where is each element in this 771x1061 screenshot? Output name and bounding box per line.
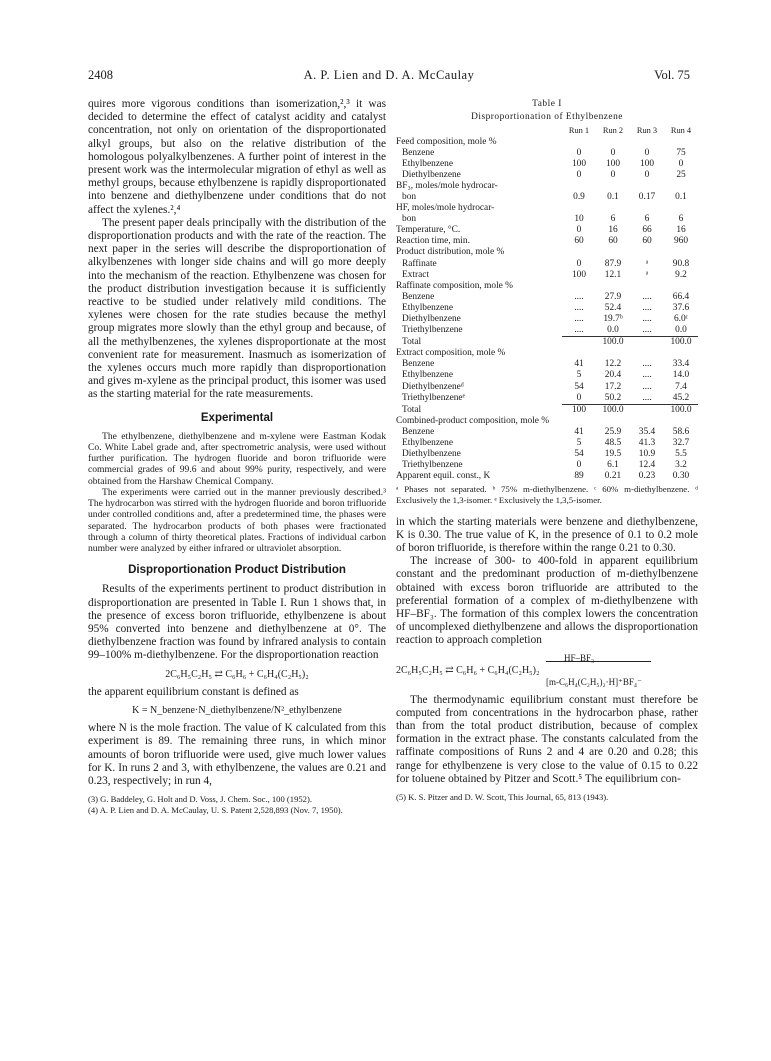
table-row (396, 270, 698, 281)
row-label: Feed composition, mole % (396, 136, 497, 147)
table-cell: .... (642, 359, 652, 370)
table-cell: ᵃ (645, 258, 649, 269)
table-row (396, 259, 698, 270)
table-cell: 32.7 (672, 438, 690, 449)
table-cell (664, 181, 698, 192)
table-cell: 90.8 (672, 258, 690, 269)
table-notes: ᵃ Phases not separated. ᵇ 75% m-diethylbenzene. ᶜ 60% m-diethylbenzene. ᵈ Exclusively the 1,3-isomer. ᵉ Exclusively the 1,3,5-isomer. (396, 484, 698, 505)
table-cell: 0 (644, 169, 650, 180)
table-row (396, 159, 698, 170)
column-header: Run 4 (670, 126, 692, 136)
table-cell: 19.7ᵇ (603, 314, 623, 324)
table-cell (664, 416, 698, 427)
table-cell (562, 137, 596, 148)
table-cell: 25.9 (604, 426, 622, 437)
table-row (396, 427, 698, 438)
table-cell: 60 (608, 236, 618, 247)
table-cell: 7.4 (675, 381, 687, 392)
row-label: Diethylbenzene (402, 314, 461, 324)
volume-label: Vol. 75 (654, 68, 690, 82)
footnote: (4) A. P. Lien and D. A. McCaulay, U. S. Patent 2,528,893 (Nov. 7, 1950). (88, 804, 343, 815)
table-cell: 100 (639, 158, 655, 169)
row-label: Extract (402, 269, 430, 280)
section-heading-product-distribution: Disproportionation Product Distribution (128, 564, 346, 577)
table-header-row (396, 125, 698, 136)
row-label: Raffinate (402, 258, 437, 269)
table-cell: 87.9 (604, 258, 622, 269)
table-row (396, 449, 698, 460)
table-cell: 66.4 (672, 291, 690, 302)
row-label: Diethylbenzene (402, 169, 461, 180)
table-cell: 54 (574, 381, 584, 392)
table-row (396, 303, 698, 314)
table-cell: 41 (574, 359, 584, 370)
table-cell: 6 (644, 214, 650, 225)
equation-constant: K = N_benzene·N_diethylbenzene/N²_ethylbenzene (132, 704, 342, 716)
table-cell: .... (642, 325, 652, 336)
paragraph: The ethylbenzene, diethylbenzene and m-xylene were Eastman Kodak Co. White Label grade and, after spectrometric analysis, were used without further purification. The hydrogen fluoride and boron trifluoride were commercial grades of 99.6 and about 99% purity, respectively, and were obtained from the Harshaw Chemical Company. (88, 430, 386, 487)
table-cell: .... (642, 302, 652, 313)
running-authors: A. P. Lien and D. A. McCaulay (303, 68, 475, 82)
table-cell: 100 (562, 404, 596, 416)
table-row (396, 192, 698, 203)
row-label: Diethylbenzene (402, 449, 461, 460)
table-cell: 33.4 (672, 359, 690, 370)
row-label: Raffinate composition, mole % (396, 280, 513, 291)
table-cell (562, 348, 596, 359)
table-cell: 5 (576, 370, 582, 381)
table-cell (596, 181, 630, 192)
table-cell: 0.1 (675, 191, 687, 202)
table-cell (630, 247, 664, 258)
table-cell: 0.1 (607, 191, 619, 202)
table-cell (630, 337, 664, 349)
table-cell: 0.0 (675, 325, 687, 336)
table-cell: 10.9 (638, 449, 656, 460)
row-label: Total (402, 404, 422, 415)
table-cell: 0 (576, 169, 582, 180)
row-label: Triethylbenzene (402, 460, 463, 471)
table-cell: 0 (576, 392, 582, 403)
table-cell: 10 (574, 214, 584, 225)
table-cell (630, 181, 664, 192)
page-header (88, 68, 690, 84)
table-row (396, 314, 698, 325)
table-cell: 0 (576, 225, 582, 236)
table-row (396, 370, 698, 381)
table-cell (664, 281, 698, 292)
row-label: Triethylbenzeneᵉ (402, 392, 465, 403)
row-label: Ethylbenzene (402, 158, 454, 169)
table-cell: 45.2 (672, 392, 690, 403)
table-cell: 100 (571, 269, 587, 280)
table-cell: 17.2 (604, 381, 622, 392)
reaction-arrow (546, 661, 651, 662)
table-cell: 6 (678, 214, 684, 225)
row-label: Combined-product composition, mole % (396, 415, 550, 426)
table-row (396, 181, 698, 192)
table-cell: ᵃ (645, 269, 649, 280)
table-row (396, 438, 698, 449)
table-cell: 75 (676, 147, 686, 158)
table-cell: 0 (610, 169, 616, 180)
paragraph: where N is the mole fraction. The value of K calculated from this experiment is 89. The remaining three runs, in which minor amounts of boron trifluoride were used, give much lower values for K. In runs 2 and 3, with ethylbenzene, the values are 0.21 and 0.23, respectively; in run 4, (88, 722, 386, 787)
table-cell: 16 (608, 225, 618, 236)
row-label: Reaction time, min. (396, 236, 470, 247)
table-cell (562, 337, 596, 349)
footnote: (5) K. S. Pitzer and D. W. Scott, This Journal, 65, 813 (1943). (396, 792, 609, 803)
paragraph: in which the starting materials were benzene and diethylbenzene, K is 0.30. The true value of K, in the presence of 0.1 to 0.2 mole of boron trifluoride, is therefore within the range 0.21 to 0.30. (396, 515, 698, 554)
left-column (88, 98, 386, 815)
table-cell: 58.6 (672, 426, 690, 437)
table-subtitle: Disproportionation of Ethylbenzene (471, 112, 623, 123)
row-label: Product distribution, mole % (396, 247, 505, 258)
row-label: Benzene (402, 359, 435, 370)
table-cell (630, 137, 664, 148)
table-cell: 37.6 (672, 302, 690, 313)
table-cell (664, 348, 698, 359)
table-cell: 12.1 (604, 269, 622, 280)
row-label: Ethylbenzene (402, 438, 454, 449)
table-row (396, 382, 698, 393)
right-column (396, 98, 698, 802)
row-label: Total (402, 336, 422, 347)
table-row (396, 292, 698, 303)
table-row (396, 148, 698, 159)
table-cell: 0 (644, 147, 650, 158)
table-cell (562, 181, 596, 192)
page-number: 2408 (88, 68, 113, 82)
table-cell: 66 (642, 225, 652, 236)
table-cell (596, 416, 630, 427)
row-label: Ethylbenzene (402, 370, 454, 381)
table-cell (664, 203, 698, 214)
row-label: BF₃, moles/mole hydrocar- (396, 180, 498, 191)
table-cell (630, 416, 664, 427)
complex-label: [m-C₆H₄(C₂H₅)₂·H]⁺BF₄⁻ (546, 676, 642, 687)
table-cell: 12.4 (638, 460, 656, 471)
paragraph: The increase of 300- to 400-fold in apparent equilibrium constant and the predominant production of m-diethylbenzene obtained with excess boron trifluoride are attributed to the preferential formation of a complex of m-diethylbenzene with HF–BF₃. The formation of this complex lowers the concentration of uncomplexed diethylbenzene and allows the disproportionation reaction to approach completion (396, 555, 698, 647)
equation-complex (396, 652, 698, 688)
row-label: Temperature, °C. (396, 225, 461, 236)
table-cell: 9.2 (675, 269, 687, 280)
table-cell (630, 404, 664, 416)
table-cell (596, 203, 630, 214)
table-cell: 5 (576, 438, 582, 449)
table-row (396, 325, 698, 337)
row-label: Diethylbenzeneᵈ (402, 381, 464, 392)
table-cell: .... (574, 314, 584, 324)
table-cell: 25 (676, 169, 686, 180)
table-cell: 6.1 (607, 460, 619, 471)
row-label: Benzene (402, 291, 435, 302)
table-cell: .... (574, 325, 584, 336)
table-row (396, 247, 698, 258)
row-label: Apparent equil. const., K (396, 471, 491, 482)
table-cell: 48.5 (604, 438, 622, 449)
row-label: HF, moles/mole hydrocar- (396, 203, 495, 214)
table-cell (596, 281, 630, 292)
table-cell: 0.9 (573, 191, 585, 202)
table-cell (562, 247, 596, 258)
table-cell: .... (642, 381, 652, 392)
paragraph: The thermodynamic equilibrium constant must therefore be computed from concentrations in the hydrocarbon phase, rather than from the total product distribution, because of complex formation in the extract phase. The constants calculated from the raffinate compositions of Runs 2 and 4 are 0.20 and 0.28; this range for ethylbenzene is very close to the value of 0.15 to 0.22 for toluene obtained by Pitzer and Scott.⁵ The equilibrium con- (396, 693, 698, 785)
table-cell (664, 137, 698, 148)
table-cell (596, 348, 630, 359)
table-cell: 0 (576, 460, 582, 471)
table-cell: 20.4 (604, 370, 622, 381)
table-cell: 0 (576, 147, 582, 158)
table-row (396, 214, 698, 225)
table-row (396, 348, 698, 359)
table-disproportionation (396, 125, 698, 482)
catalyst-label: HF–BF₃ (564, 652, 595, 663)
table-cell: .... (642, 314, 652, 324)
table-row (396, 137, 698, 148)
column-header: Run 3 (636, 126, 658, 136)
table-cell: 100 (571, 158, 587, 169)
row-label: bon (402, 214, 417, 225)
paragraph: quires more vigorous conditions than isomerization,²,³ it was decided to determine the effect of catalyst acidity and catalyst concentration, not only on orientation of the disproportionated alkyl groups, but also on the relative distribution of the homologous polyalkylbenzenes. A further point of interest in the present work was the intermolecular migration of ethyl as well as methyl groups, because ethylbenzene is rapidly disproportionated into benzene and diethylbenzene under conditions that do not affect the xylenes.²,⁴ (88, 98, 386, 216)
table-cell: 27.9 (604, 291, 622, 302)
table-cell: .... (574, 302, 584, 313)
table-cell: 0 (610, 147, 616, 158)
section-heading-experimental: Experimental (200, 411, 274, 424)
table-cell (630, 281, 664, 292)
row-label: Benzene (402, 147, 435, 158)
table-cell: 0.23 (638, 471, 656, 482)
table-cell: 89 (574, 471, 584, 482)
row-label: Ethylbenzene (402, 302, 454, 313)
table-cell: 16 (676, 225, 686, 236)
table-cell: 0.21 (604, 471, 622, 482)
table-cell: 0.30 (672, 471, 690, 482)
table-cell: 14.0 (672, 370, 690, 381)
table-cell: 0.17 (638, 191, 656, 202)
row-label: Extract composition, mole % (396, 348, 506, 359)
table-cell (596, 247, 630, 258)
equation-reaction: 2C₆H₅C₂H₅ ⇄ C₆H₆ + C₆H₄(C₂H₅)₂ (165, 668, 309, 680)
table-row (396, 281, 698, 292)
table-cell: 12.2 (604, 359, 622, 370)
paragraph: Results of the experiments pertinent to product distribution in disproportionation are presented in Table I. Run 1 shows that, in the presence of excess boron trifluoride, ethylbenzene is about 95% converted into benzene and diethylbenzene at 0°. The diethylbenzene fraction was found by infrared analysis to contain 99–100% m-diethylbenzene. For the disproportionation reaction (88, 583, 386, 662)
paragraph: the apparent equilibrium constant is defined as (88, 685, 299, 698)
table-row (396, 225, 698, 236)
table-cell: .... (574, 291, 584, 302)
table-cell: 100.0 (596, 404, 630, 416)
table-cell: 100.0 (596, 337, 630, 349)
table-cell: 60 (574, 236, 584, 247)
footnotes (88, 794, 386, 815)
table-cell (630, 203, 664, 214)
paragraph: The present paper deals principally with the distribution of the disproportionation products and with the rate of the reaction. The next paper in the series will describe the disproportionation of alkylbenzenes with longer side chains and will go more deeply into the mechanism of the reaction. Ethylbenzene was chosen for the product distribution investigation because it is sufficiently reactive to be studied under relatively mild conditions. The xylenes were chosen for the rate studies because the methyl group migrates more slowly than the ethyl group and because, of all the methylbenzenes, the xylenes disproportionate at the most convenient rate for measurement. Inasmuch as isomerization of the xylenes occurs much more rapidly than disproportionation and gives m-xylene as the principal product, this isomer was used as the starting material for the rate measurements. (88, 216, 386, 401)
table-cell: 35.4 (638, 426, 656, 437)
table-cell (596, 137, 630, 148)
table-row (396, 471, 698, 482)
table-cell: 41.3 (638, 438, 656, 449)
footnotes (396, 792, 698, 802)
table-cell (562, 416, 596, 427)
table-cell: .... (642, 291, 652, 302)
paragraph: The experiments were carried out in the manner previously described.³ The hydrocarbon was stirred with the hydrogen fluoride and boron trifluoride under controlled conditions and, after a predetermined time, the phases were separated. The hydrocarbon products of both phases were fractionated through a column of thirty theoretical plates. Fractions of individual carbon number were analyzed by either infrared or ultraviolet absorption. (88, 486, 386, 554)
reaction-text: 2C₆H₅C₂H₅ ⇄ C₆H₆ + C₆H₄(C₂H₅)₂ (396, 664, 540, 676)
table-cell: 50.2 (604, 392, 622, 403)
table-cell: .... (642, 370, 652, 381)
table-cell: 6 (610, 214, 616, 225)
table-cell: 0 (576, 258, 582, 269)
table-cell: 0 (678, 158, 684, 169)
table-row (396, 393, 698, 405)
table-cell (664, 247, 698, 258)
table-cell: 54 (574, 449, 584, 460)
table-row (396, 359, 698, 370)
table-cell: 960 (673, 236, 689, 247)
table-cell: 5.5 (675, 449, 687, 460)
table-title: Table I (532, 99, 562, 109)
table-row (396, 170, 698, 181)
table-cell: .... (642, 392, 652, 403)
table-row (396, 236, 698, 247)
table-cell: 100 (605, 158, 621, 169)
table-cell: 60 (642, 236, 652, 247)
table-cell: 100.0 (664, 337, 698, 349)
table-cell: 100.0 (664, 404, 698, 416)
row-label: Triethylbenzene (402, 325, 463, 336)
table-cell (630, 348, 664, 359)
table-cell: 3.2 (675, 460, 687, 471)
table-cell: 52.4 (604, 302, 622, 313)
row-label: Benzene (402, 426, 435, 437)
footnote: (3) G. Baddeley, G. Holt and D. Voss, J. Chem. Soc., 100 (1952). (88, 794, 312, 805)
column-header: Run 2 (602, 126, 624, 136)
table-row (396, 203, 698, 214)
table-row (396, 460, 698, 471)
table-row (396, 337, 698, 349)
table-cell (562, 203, 596, 214)
table-cell (562, 281, 596, 292)
table-cell: 41 (574, 426, 584, 437)
table-row (396, 404, 698, 416)
table-row (396, 416, 698, 427)
table-cell: 19.5 (604, 449, 622, 460)
table-cell: 6.0ᶜ (673, 314, 689, 324)
row-label: bon (402, 191, 417, 202)
table-cell: 0.0 (607, 325, 619, 336)
column-header: Run 1 (568, 126, 590, 136)
